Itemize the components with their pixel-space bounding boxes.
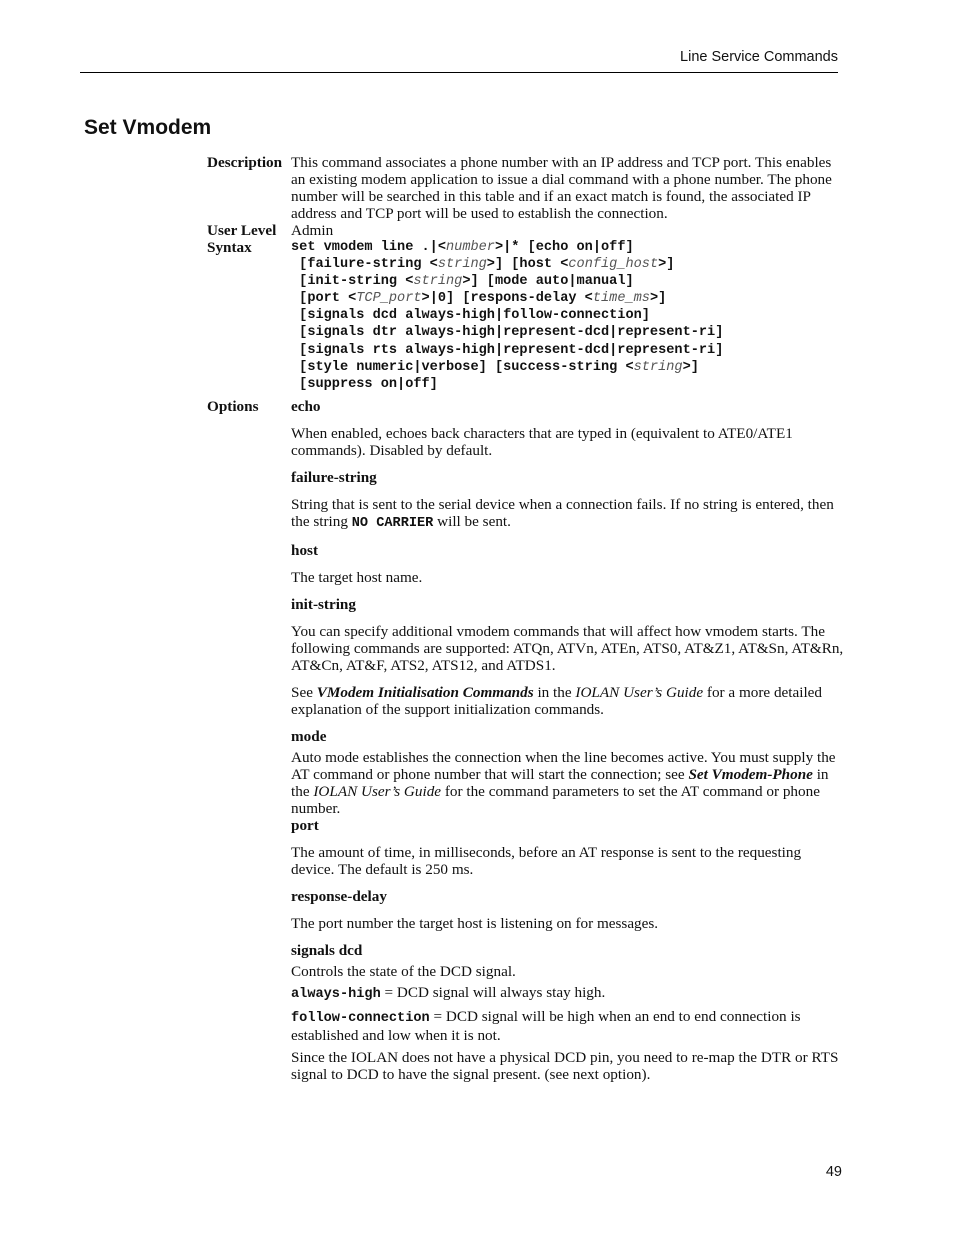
option-mode-name: mode [291,727,327,745]
header-rule [80,72,838,73]
syntax-text: [failure-string < [291,257,438,273]
syntax-text: >] [658,257,675,273]
option-echo-desc: When enabled, echoes back characters that are typed in (equivalent to ATE0/ATE1 commands). Disabled by default. [291,424,793,459]
option-response-delay-name: response-delay [291,887,387,905]
syntax-text: >] [host < [486,257,569,273]
option-host-name: host [291,541,319,559]
syntax-text: set vmodem line .|< [291,240,446,255]
options-label: Options [207,397,259,415]
option-follow-connection: follow-connection = DCD signal will be high when an end to end connection is established and low when it is not. [291,1007,801,1044]
syntax-label: Syntax [207,239,252,256]
option-response-delay-desc: The port number the target host is listening on for messages. [291,914,659,932]
option-echo-name: echo [291,397,321,415]
syntax-block [291,239,847,393]
option-port-desc: The amount of time, in milliseconds, before an AT response is sent to the requesting device. The default is 250 ms. [291,843,802,878]
syntax-text: >] [649,291,667,307]
code-always-high: always-high [291,986,381,1002]
guide-title: IOLAN User’s Guide [313,782,442,800]
command-reference [207,154,847,1083]
description-row [207,154,847,222]
syntax-arg: string [413,274,463,290]
option-failure-string-name: failure-string [291,468,377,486]
syntax-text: [signals dcd always-high|follow-connection] [291,308,650,324]
description-text: This command associates a phone number with an IP address and TCP port. This enables an existing modem application to issue a dial command with a phone number. The phone number will be searched in this table and if an exact match is found, the associated IP address and TCP port will be used to establish the connection. [291,154,832,222]
options-row [207,398,847,1083]
syntax-text: >] [mode auto|manual] [462,274,634,290]
user-level-label: User Level [207,222,277,239]
option-always-high: always-high = DCD signal will always stay high. [291,983,606,1002]
syntax-text: [style numeric|verbose] [success-string < [291,359,634,375]
page-title: Set Vmodem [84,116,212,139]
syntax-text: [signals dtr always-high|represent-dcd|represent-ri] [291,325,724,341]
option-signals-dcd-name: signals dcd [291,941,363,959]
syntax-text: [port < [291,291,357,307]
syntax-arg: config_host [568,257,659,273]
syntax-text: >|0] [respons-delay < [421,291,593,307]
syntax-arg: number [446,240,495,255]
syntax-arg: string [633,359,683,375]
user-level-row [207,222,847,239]
syntax-text: [init-string < [291,274,414,290]
option-port-name: port [291,816,319,834]
syntax-arg: TCP_port [356,291,422,307]
option-init-string-name: init-string [291,595,356,613]
syntax-row [207,239,847,393]
option-signals-dcd-note: Since the IOLAN does not have a physical DCD pin, you need to re-map the DTR or RTS signal to DCD to have the signal present. (see next option). [291,1048,839,1083]
description-label: Description [207,154,283,171]
syntax-arg: string [437,257,487,273]
link-set-vmodem-phone: Set Vmodem-Phone [688,765,813,783]
link-vmodem-init-commands: VModem Initialisation Commands [316,683,534,701]
page-number: 49 [825,1164,842,1180]
syntax-arg: time_ms [592,291,650,307]
code-follow-connection: follow-connection [291,1010,430,1026]
option-host-desc: The target host name. [291,568,423,586]
option-init-string-see: See VModem Initialisation Commands in the IOLAN User’s Guide for a more detailed explanation of the support initialization commands. [291,683,823,718]
option-init-string-desc: You can specify additional vmodem commands that will affect how vmodem starts. The following commands are supported: ATQn, ATVn, ATEn, ATS0, AT&Z1, AT&Sn, AT&Rn, AT&Cn, AT&F, ATS2, ATS12, and ATDS1. [291,622,844,674]
syntax-text: >|* [echo on|off] [494,240,634,255]
syntax-text: [suppress on|off] [291,376,438,392]
syntax-text: >] [682,359,699,375]
running-header: Line Service Commands [680,49,838,65]
option-mode-desc: Auto mode establishes the connection when the line becomes active. You must supply the AT command or phone number that will start the connection; see Set Vmodem-Phone in the IOLAN User’s Guide for the command parameters to set the AT command or phone number. [291,748,836,817]
user-level-value: Admin [291,222,334,239]
code-no-carrier: NO CARRIER [351,515,434,531]
option-signals-dcd-desc: Controls the state of the DCD signal. [291,962,516,980]
syntax-text: [signals rts always-high|represent-dcd|represent-ri] [291,342,724,358]
options-list [291,398,847,1083]
option-failure-string-desc: String that is sent to the serial device when a connection fails. If no string is entered, then the string NO CARRIER will be sent. [291,495,834,531]
guide-title: IOLAN User’s Guide [575,683,704,701]
